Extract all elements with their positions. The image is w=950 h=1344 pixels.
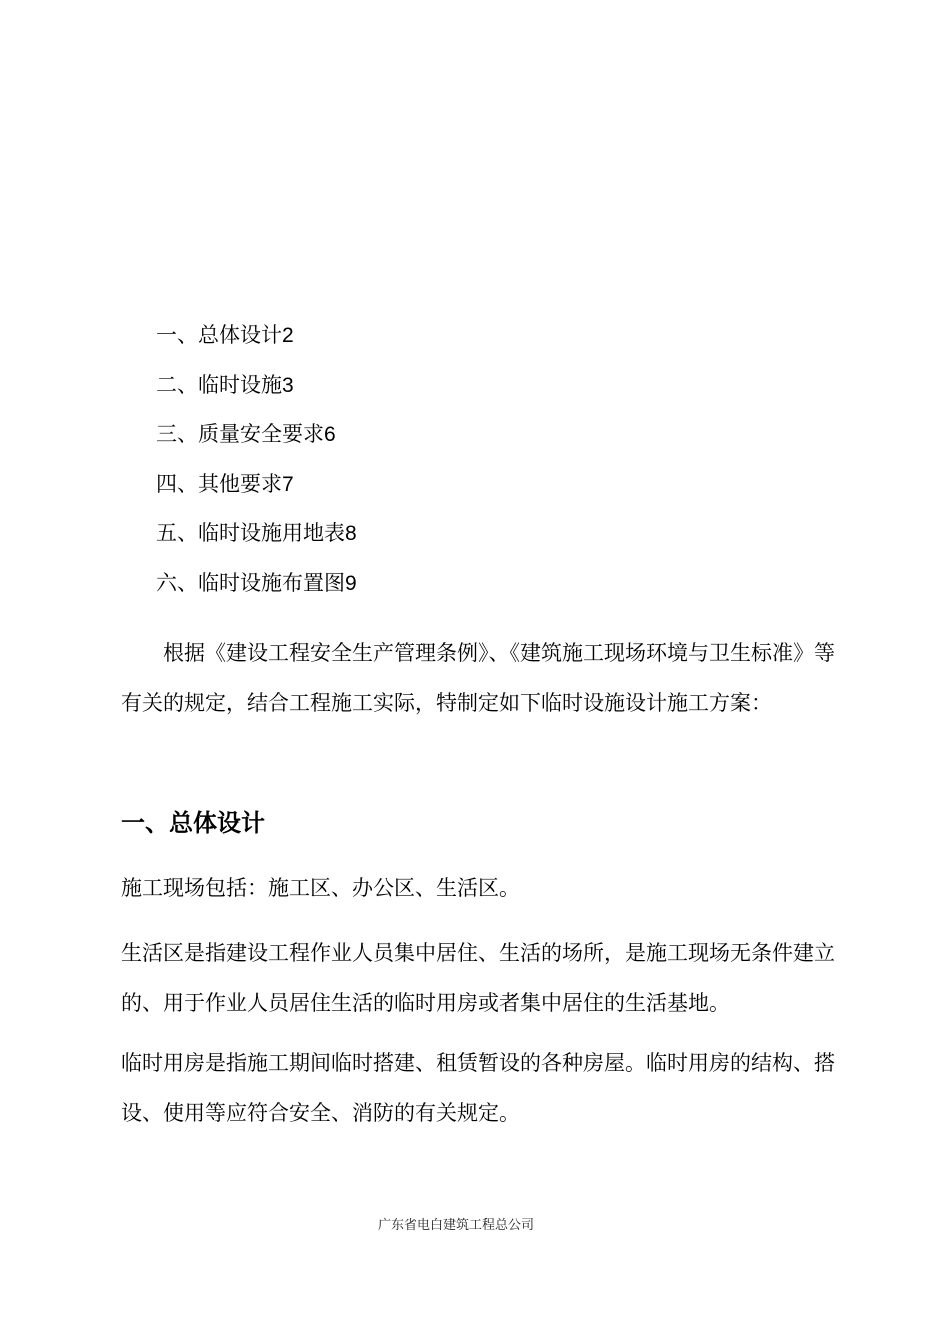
toc-item[interactable] — [156, 516, 856, 566]
toc-item-page: 2 — [282, 324, 294, 347]
toc-item-title: 二、临时设施 — [156, 372, 282, 397]
toc-item-page: 6 — [324, 423, 336, 447]
toc-item-title: 一、总体设计 — [156, 323, 282, 347]
toc-item[interactable] — [156, 368, 856, 418]
page-footer: 广东省电白建筑工程总公司 — [378, 1218, 535, 1233]
toc-item-page: 9 — [345, 571, 357, 595]
toc-item[interactable] — [156, 467, 856, 517]
toc-item[interactable] — [156, 318, 856, 368]
toc-item-title: 五、临时设施用地表 — [156, 521, 345, 546]
toc-item-title: 六、临时设施布置图 — [156, 570, 345, 595]
toc-item-title: 四、其他要求 — [156, 471, 282, 496]
toc-item-page: 3 — [282, 373, 294, 397]
toc-item-page: 7 — [282, 472, 294, 496]
body-paragraph: 施工现场包括：施工区、办公区、生活区。 — [121, 876, 520, 900]
toc-item[interactable] — [156, 417, 856, 467]
body-paragraph: 生活区是指建设工程作业人员集中居住、生活的场所，是施工现场无条件建立的、用于作业人员居住生活的临时用房或者集中居住的生活基地。 — [121, 941, 835, 1015]
toc-item[interactable] — [156, 566, 856, 616]
body-paragraph: 临时用房是指施工期间临时搭建、租赁暂设的各种房屋。临时用房的结构、搭设、使用等应符合安全、消防的有关规定。 — [121, 1051, 835, 1125]
toc-item-title: 三、质量安全要求 — [156, 422, 324, 447]
intro-paragraph: 根据《建设工程安全生产管理条例》、《建筑施工现场环境与卫生标准》等有关的规定，结合工程施工实际，特制定如下临时设施设计施工方案： — [121, 641, 835, 715]
section-heading: 一、总体设计 — [121, 809, 265, 837]
toc-item-page: 8 — [345, 522, 357, 546]
table-of-contents — [156, 318, 856, 616]
